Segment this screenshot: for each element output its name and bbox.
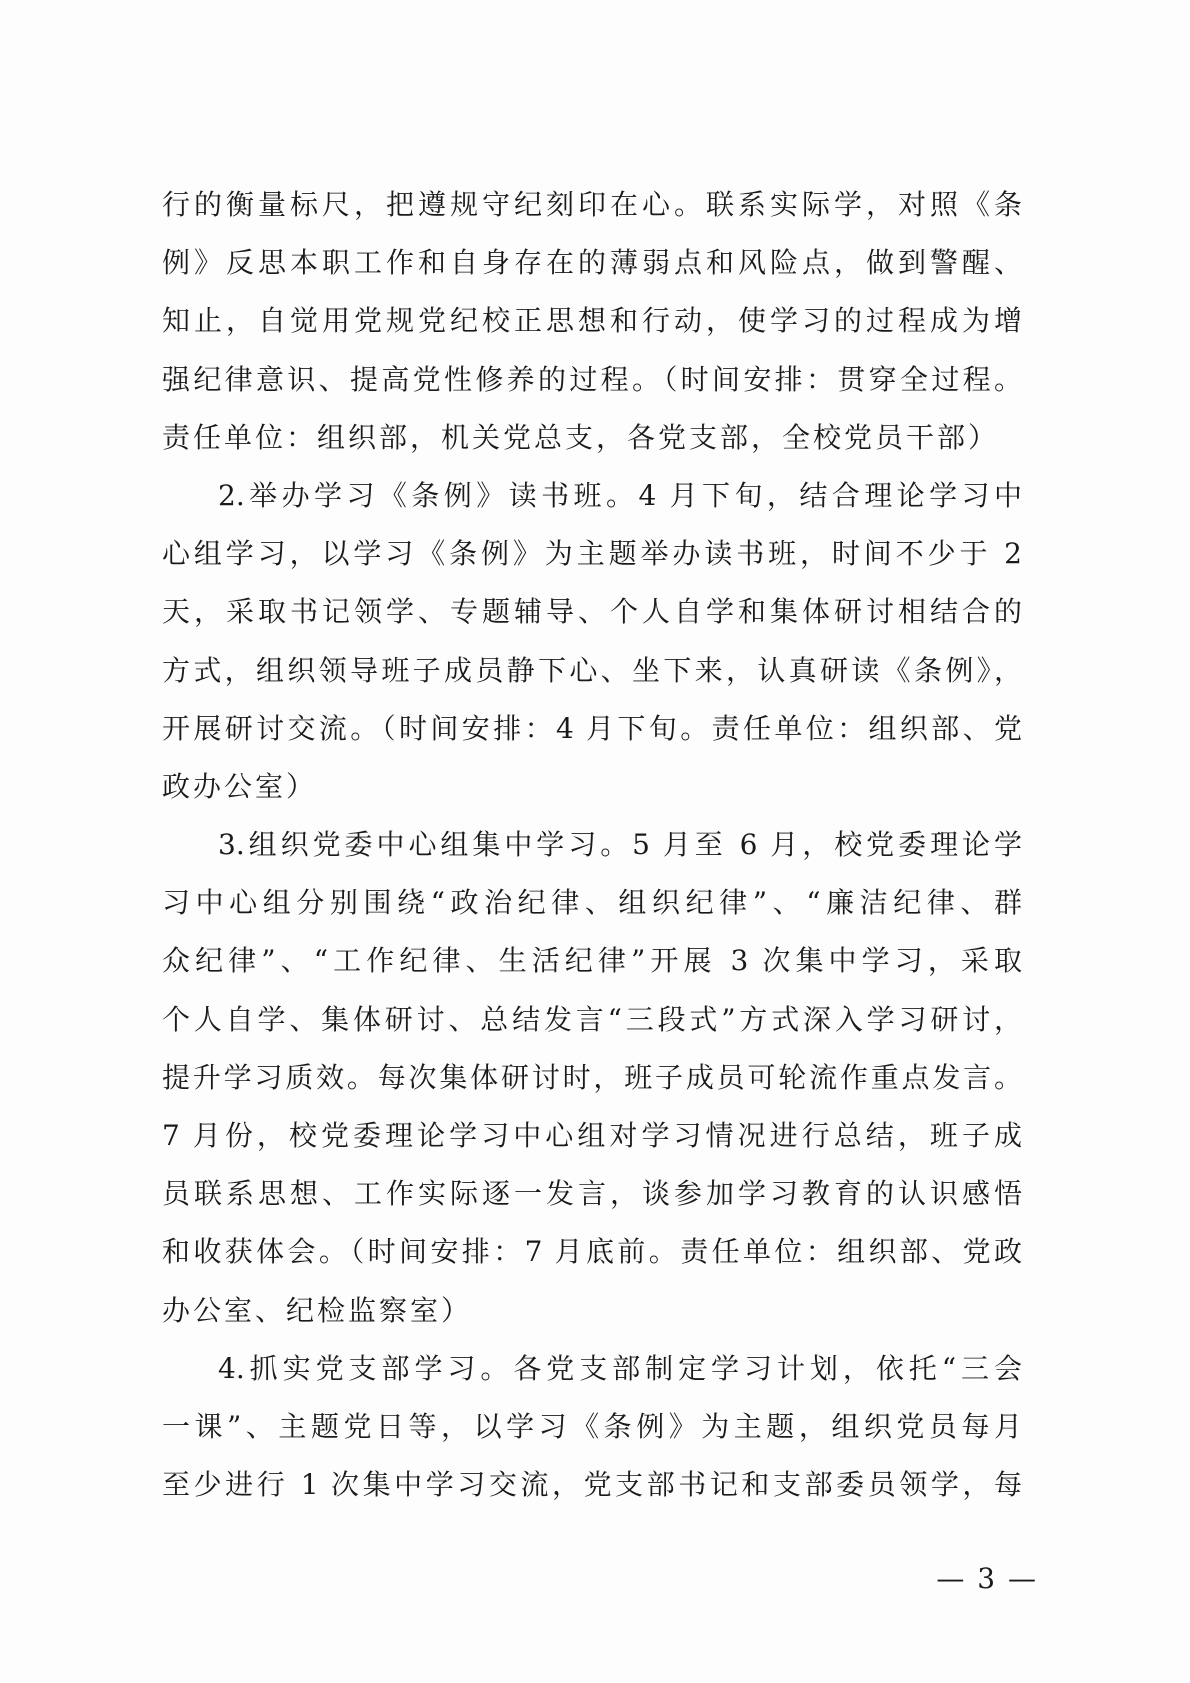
text-line: 知止，自觉用党规党纪校正思想和行动，使学习的过程成为增 xyxy=(162,304,1022,338)
text-line: 责任单位：组织部，机关党总支，各党支部，全校党员干部） xyxy=(162,420,1000,454)
paragraph-2-heading-line: 2.举办学习《条例》读书班。4 月下旬，结合理论学习中 xyxy=(218,478,1022,512)
text-line: 和收获体会。（时间安排：7 月底前。责任单位：组织部、党政 xyxy=(162,1235,1022,1269)
text-line: 员联系思想、工作实际逐一发言，谈参加学习教育的认识感悟 xyxy=(162,1177,1022,1211)
document-body xyxy=(162,176,1022,1514)
text-line: 办公室、纪检监察室） xyxy=(162,1293,473,1327)
text-line: 7 月份，校党委理论学习中心组对学习情况进行总结，班子成 xyxy=(162,1119,1022,1152)
text-line: 一课”、主题党日等，以学习《条例》为主题，组织党员每月 xyxy=(162,1409,1022,1443)
text-line: 提升学习质效。每次集体研讨时，班子成员可轮流作重点发言。 xyxy=(162,1060,1022,1094)
text-line: 至少进行 1 次集中学习交流，党支部书记和支部委员领学，每 xyxy=(162,1468,1022,1502)
text-line: 行的衡量标尺，把遵规守纪刻印在心。联系实际学，对照《条 xyxy=(162,188,1022,221)
paragraph-4-heading-line: 4.抓实党支部学习。各党支部制定学习计划，依托“三会 xyxy=(218,1351,1022,1385)
page-number: — 3 — xyxy=(936,1562,1038,1595)
text-line: 习中心组分别围绕“政治纪律、组织纪律”、“廉洁纪律、群 xyxy=(162,886,1022,920)
text-line: 个人自学、集体研讨、总结发言“三段式”方式深入学习研讨， xyxy=(162,1002,1022,1036)
text-line: 开展研讨交流。（时间安排：4 月下旬。责任单位：组织部、党 xyxy=(162,711,1022,745)
text-line: 众纪律”、“工作纪律、生活纪律”开展 3 次集中学习，采取 xyxy=(162,944,1022,978)
text-line: 心组学习，以学习《条例》为主题举办读书班，时间不少于 2 xyxy=(162,537,1022,571)
text-line: 例》反思本职工作和自身存在的薄弱点和风险点，做到警醒、 xyxy=(162,246,1022,280)
text-line: 强纪律意识、提高党性修养的过程。（时间安排：贯穿全过程。 xyxy=(162,362,1022,396)
text-line: 天，采取书记领学、专题辅导、个人自学和集体研讨相结合的 xyxy=(162,595,1022,629)
paragraph-3-heading-line: 3.组织党委中心组集中学习。5 月至 6 月，校党委理论学 xyxy=(218,828,1022,862)
text-line: 方式，组织领导班子成员静下心、坐下来，认真研读《条例》， xyxy=(162,653,1022,687)
text-line: 政办公室） xyxy=(162,769,318,803)
